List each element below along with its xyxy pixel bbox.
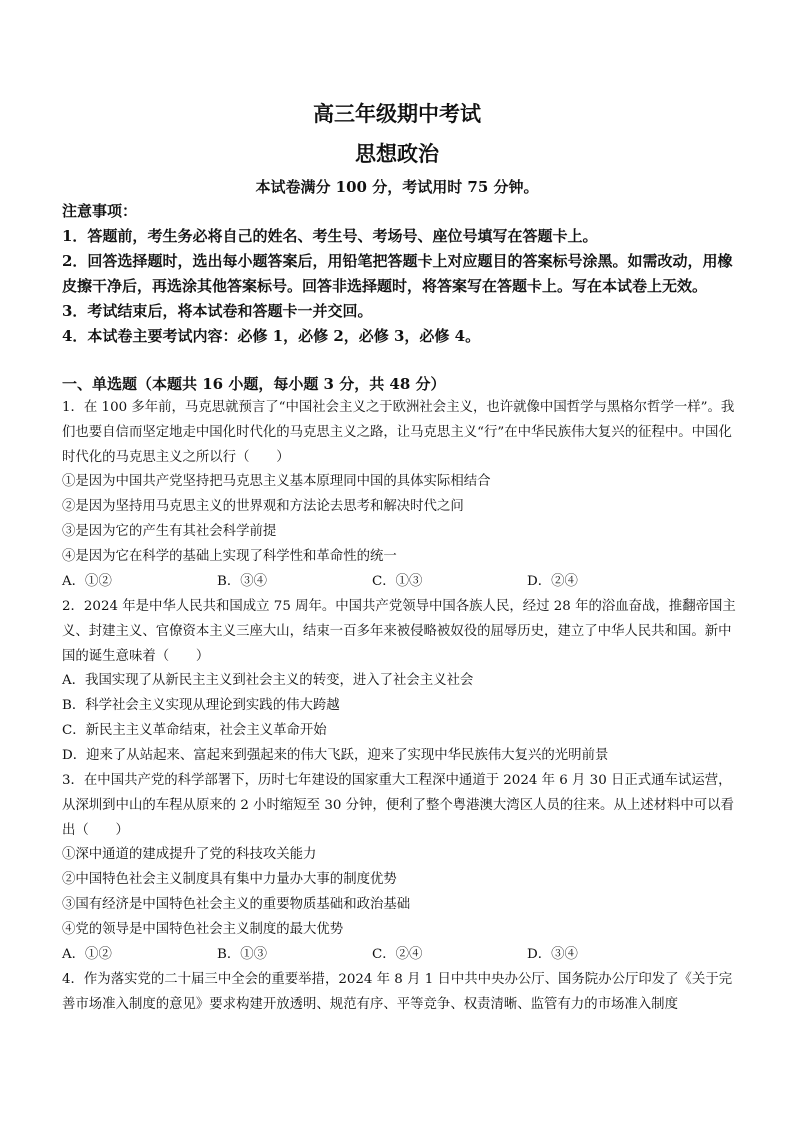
note-item: 1．答题前，考生务必将自己的姓名、考生号、考场号、座位号填写在答题卡上。 xyxy=(62,227,598,245)
statement: ①是因为中国共产党坚持把马克思主义基本原理同中国的具体实际相结合 xyxy=(62,474,491,490)
answer-options xyxy=(62,943,738,968)
exam-title: 高三年级期中考试 xyxy=(313,102,481,126)
section-heading: 一、单选题（本题共 16 小题，每小题 3 分，共 48 分） xyxy=(62,375,446,393)
choice: A．我国实现了从新民主主义到社会主义的转变，进入了社会主义社会 xyxy=(62,673,474,689)
option-d: D．③④ xyxy=(527,946,578,962)
subject-title: 思想政治 xyxy=(355,142,439,166)
notes xyxy=(62,199,738,349)
option-b: B．①③ xyxy=(217,946,268,962)
statement: ①深中通道的建成提升了党的科技攻关能力 xyxy=(62,847,317,863)
choice: C．新民主主义革命结束，社会主义革命开始 xyxy=(62,722,327,738)
statement: ④是因为它在科学的基础上实现了科学性和革命性的统一 xyxy=(62,548,397,564)
question-1 xyxy=(62,396,738,594)
question-2 xyxy=(62,595,738,769)
question-stem: 2．2024 年是中华人民共和国成立 75 周年。中国共产党领导中国各族人民，经过 28 年的浴血奋战，推翻帝国主义、封建主义、官僚资本主义三座大山，结束一百多年来被侵略被奴役的屈辱历史，建立了中华人民共和国。新中国的诞生意味着（ ） xyxy=(62,599,736,664)
statement: ④党的领导是中国特色社会主义制度的最大优势 xyxy=(62,921,344,937)
option-c: C．①③ xyxy=(372,573,423,589)
question-stem: 1．在 100 多年前，马克思就预言了“中国社会主义之于欧洲社会主义，也许就像中国哲学与黑格尔哲学一样”。我们也要自信而坚定地走中国化时代化的马克思主义之路，让马克思主义“行”在中华民族伟大复兴的征程中。中国化时代化的马克思主义之所以行（ ） xyxy=(62,400,735,465)
answer-options xyxy=(62,570,738,595)
option-c: C．②④ xyxy=(372,946,423,962)
exam-info: 本试卷满分 100 分，考试用时 75 分钟。 xyxy=(255,178,539,196)
option-d: D．②④ xyxy=(527,573,578,589)
statement: ②是因为坚持用马克思主义的世界观和方法论去思考和解决时代之问 xyxy=(62,499,464,515)
question-stem: 4．作为落实党的二十届三中全会的重要举措，2024 年 8 月 1 日中共中央办公厅、国务院办公厅印发了《关于完善市场准入制度的意见》要求构建开放透明、规范有序、平等竞争、权责清晰、监管有力的市场准入制度 xyxy=(62,972,733,1012)
option-a: A．①② xyxy=(62,573,112,589)
choice: D．迎来了从站起来、富起来到强起来的伟大飞跃，迎来了实现中华民族伟大复兴的光明前景 xyxy=(62,747,609,763)
note-item: 2．回答选择题时，选出每小题答案后，用铅笔把答题卡上对应题目的答案标号涂黑。如需改动，用橡皮擦干净后，再选涂其他答案标号。回答非选择题时，将答案写在答题卡上。写在本试卷上无效。 xyxy=(62,252,733,295)
statement: ③是因为它的产生有其社会科学前提 xyxy=(62,523,277,539)
option-a: A．①② xyxy=(62,946,112,962)
note-item: 3．考试结束后，将本试卷和答题卡一并交回。 xyxy=(62,302,373,320)
question-4 xyxy=(62,968,738,1018)
question-stem: 3．在中国共产党的科学部署下，历时七年建设的国家重大工程深中通道于 2024 年 6 月 30 日正式通车试运营，从深圳到中山的车程从原来的 2 小时缩短至 30 分钟，便利了整个粤港澳大湾区人员的往来。从上述材料中可以看出（ ） xyxy=(62,773,734,838)
statement: ②中国特色社会主义制度具有集中力量办大事的制度优势 xyxy=(62,872,397,888)
note-item: 4．本试卷主要考试内容：必修 1，必修 2，必修 3，必修 4。 xyxy=(62,327,481,345)
notes-heading: 注意事项： xyxy=(62,202,138,220)
choice: B．科学社会主义实现从理论到实践的伟大跨越 xyxy=(62,698,340,714)
statement: ③国有经济是中国特色社会主义的重要物质基础和政治基础 xyxy=(62,896,411,912)
question-3 xyxy=(62,769,738,967)
option-b: B．③④ xyxy=(217,573,268,589)
